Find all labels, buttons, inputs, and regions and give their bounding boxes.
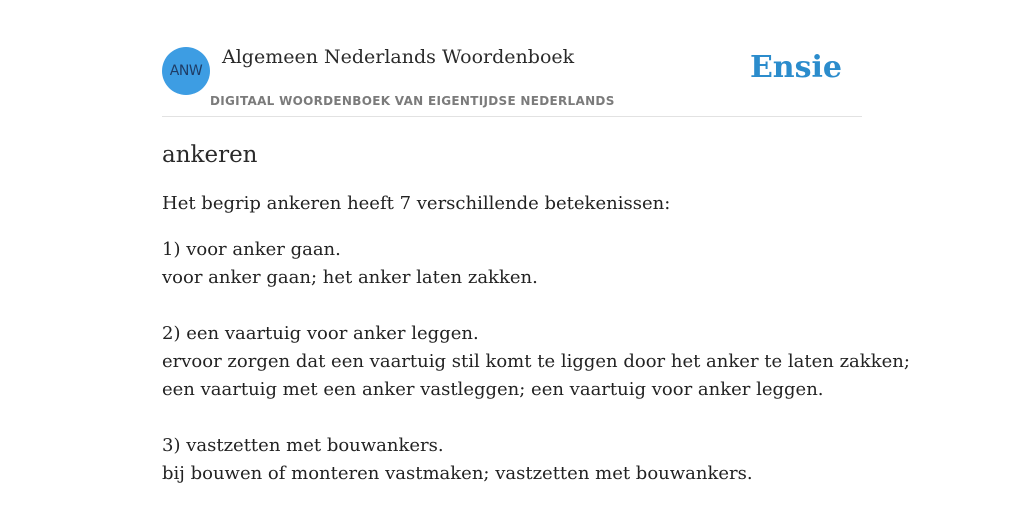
site-header xyxy=(162,0,862,117)
meaning-definition: bij bouwen of monteren vastmaken; vastzetten met bouwankers. xyxy=(162,463,753,484)
anw-logo[interactable]: ANW xyxy=(162,47,210,95)
meaning-heading: 3) vastzetten met bouwankers. xyxy=(162,435,444,456)
meaning-heading: 2) een vaartuig voor anker leggen. xyxy=(162,323,479,344)
entry-intro: Het begrip ankeren heeft 7 verschillende betekenissen: xyxy=(162,193,671,214)
site-title[interactable]: Algemeen Nederlands Woordenboek xyxy=(222,46,575,68)
meaning-item xyxy=(162,432,862,488)
site-subtitle: DIGITAAL WOORDENBOEK VAN EIGENTIJDSE NEDERLANDS xyxy=(210,94,615,108)
entry-content xyxy=(162,138,910,512)
meanings-list xyxy=(162,236,910,488)
meaning-item xyxy=(162,320,910,404)
meaning-definition: een vaartuig met een anker vastleggen; een vaartuig voor anker leggen. xyxy=(162,379,824,400)
meaning-item xyxy=(162,236,862,292)
ensie-logo[interactable]: Ensie xyxy=(749,50,842,85)
page-title: ankeren xyxy=(162,142,258,168)
meaning-heading: 1) voor anker gaan. xyxy=(162,239,341,260)
meaning-definition: ervoor zorgen dat een vaartuig stil komt te liggen door het anker te laten zakken; xyxy=(162,351,910,372)
meaning-definition: voor anker gaan; het anker laten zakken. xyxy=(162,267,538,288)
